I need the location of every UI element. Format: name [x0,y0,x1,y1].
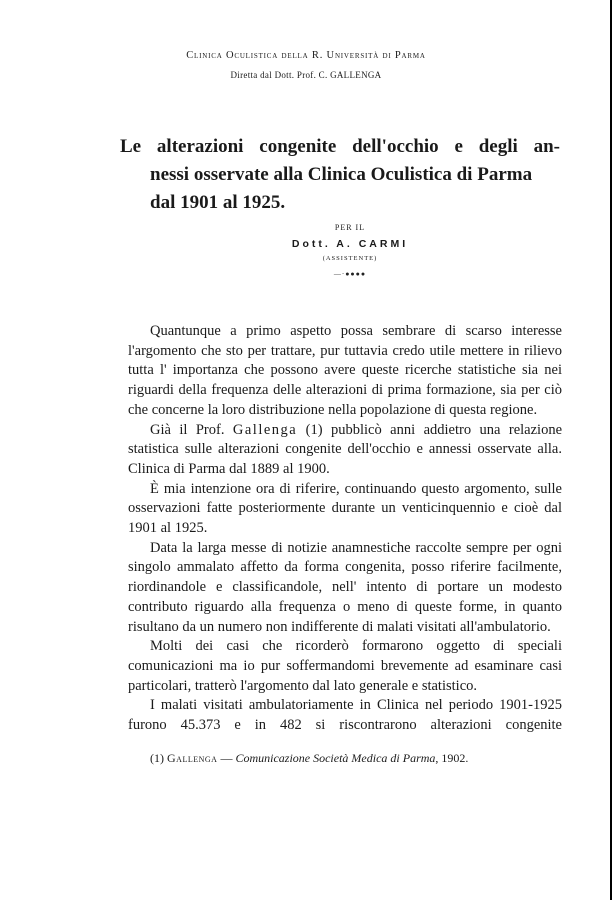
director-line: Diretta dal Dott. Prof. C. GALLENGA [230,70,382,80]
footnote-author: Gallenga [167,751,218,765]
paragraph-4: Data la larga messe di notizie anamnestiche raccolte sempre per ogni singolo ammalato affetto da forma congenita, posso riferire facilmente, riordinandole e classificandole, nell' intento di portare un modesto contributo riguardo alla frequenza o meno di queste forme, in quanto risultano da un numero non indifferente di malati visitati all'ambulatorio. [128,539,562,635]
footnote-work: Comunicazione Società Medica di [235,751,400,765]
article-body [128,322,562,736]
author-name: Dott. A. CARMI [291,238,409,250]
institution-header: Clinica Oculistica della R. Università di Parma [186,50,426,61]
title-line-1: Le alterazioni congenite dell'occhio e degli an- [120,136,560,157]
byline-per: PER IL [334,223,366,232]
paragraph-6: I malati visitati ambulatoriamente in Clinica nel periodo 1901-1925 furono 45.373 e in 482 si riscontrarono alterazioni congenite [128,697,562,734]
article-title [120,133,560,217]
footnote-place: Parma [402,751,436,765]
paragraph-5: Molti dei casi che ricorderò formarono oggetto di speciali comunicazioni ma io pur soffermandomi brevemente ad esaminare casi particolari, tratterò l'argomento dal lato generale e statistico. [128,638,562,694]
paragraph-3: È mia intenzione ora di riferire, continuando questo argomento, sulle osservazioni fatte posteriormente durante un venticinquennio e cioè dal 1901 al 1925. [128,480,562,537]
paragraph-2: Già il Prof. Gallenga (1) pubblicò anni addietro una relazione statistica sulle alterazioni congenite dell'occhio e annessi osservate alla. Clinica di Parma dal 1889 al 1900. [128,421,563,477]
author-role: (ASSISTENTE) [322,255,378,262]
footnote-mark: (1) [150,751,164,765]
footnote-year: , 1902. [435,751,469,765]
cited-author: Gallenga [232,421,298,438]
title-line-3: dal 1901 al 1925. [150,192,286,213]
footnote [150,751,570,766]
paragraph-1: Quantunque a primo aspetto possa sembrare di scarso interesse l'argomento che sto per trattare, pur tuttavia credo utile mettere in rilievo tutta l' importanza che possono avere queste ricerche statistiche sia nei riguardi della frequenza delle alterazioni di prima formazione, sia per ciò che concerne la loro distribuzione nella popolazione di questa regione. [128,323,562,418]
title-line-2: nessi osservate alla Clinica Oculistica di Parma [150,164,533,185]
ornament-divider: —·●●●● [333,270,367,278]
footnote-dash: — [220,751,233,765]
